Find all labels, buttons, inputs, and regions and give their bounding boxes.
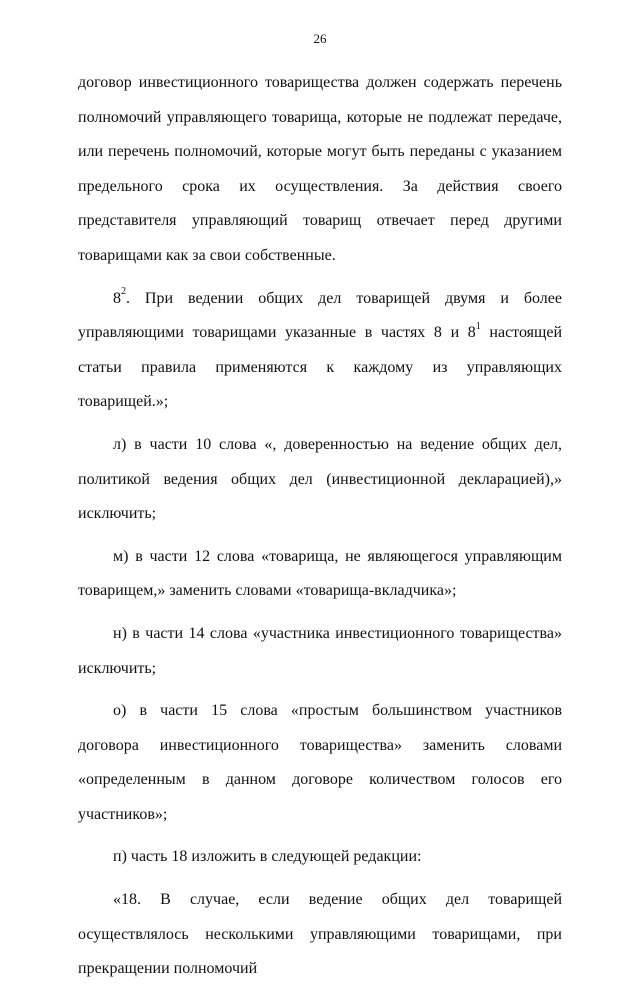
paragraph-text: настоящей статьи правила применяются к каждому из управляющих товарищей.»; (78, 324, 563, 411)
paragraph-quote-18: «18. В случае, если ведение общих дел товарищей осуществлялось несколькими управляющими товарищами, при прекращении полномочий (78, 891, 562, 978)
paragraph-m: м) в части 12 слова «товарища, не являющегося управляющим товарищем,» заменить словами «товарища-вкладчика»; (78, 547, 562, 600)
document-body (78, 66, 562, 987)
superscript: 2 (121, 286, 126, 298)
paragraph-n: н) в части 14 слова «участника инвестиционного товарищества» исключить; (78, 624, 562, 677)
superscript: 1 (475, 320, 481, 332)
paragraph-8-2 (78, 282, 562, 420)
paragraph-number: 8 (113, 289, 121, 307)
paragraph-l: л) в части 10 слова «, доверенностью на ведение общих дел, политикой ведения общих дел (инвестиционной декларацией),» исключить; (78, 435, 562, 523)
page-number: 26 (313, 31, 327, 46)
paragraph-o: о) в части 15 слова «простым большинством участников договора инвестиционного товарищества» заменить словами «определенным в данном договоре количеством голосов его участников»; (78, 702, 562, 823)
paragraph-p: п) часть 18 изложить в следующей редакции: (113, 848, 422, 866)
paragraph-text: . При ведении общих дел товарищей двумя и более управляющими товарищами указанные в частях 8 и 8 (78, 289, 562, 342)
paragraph-continuation: договор инвестиционного товарищества должен содержать перечень полномочий управляющего товарища, которые не подлежат передаче, или перечень полномочий, которые могут быть переданы с указанием предельного срока их осуществления. За действия своего представителя управляющий товарищ отвечает перед другими товарищами как за свои собственные. (78, 74, 562, 264)
